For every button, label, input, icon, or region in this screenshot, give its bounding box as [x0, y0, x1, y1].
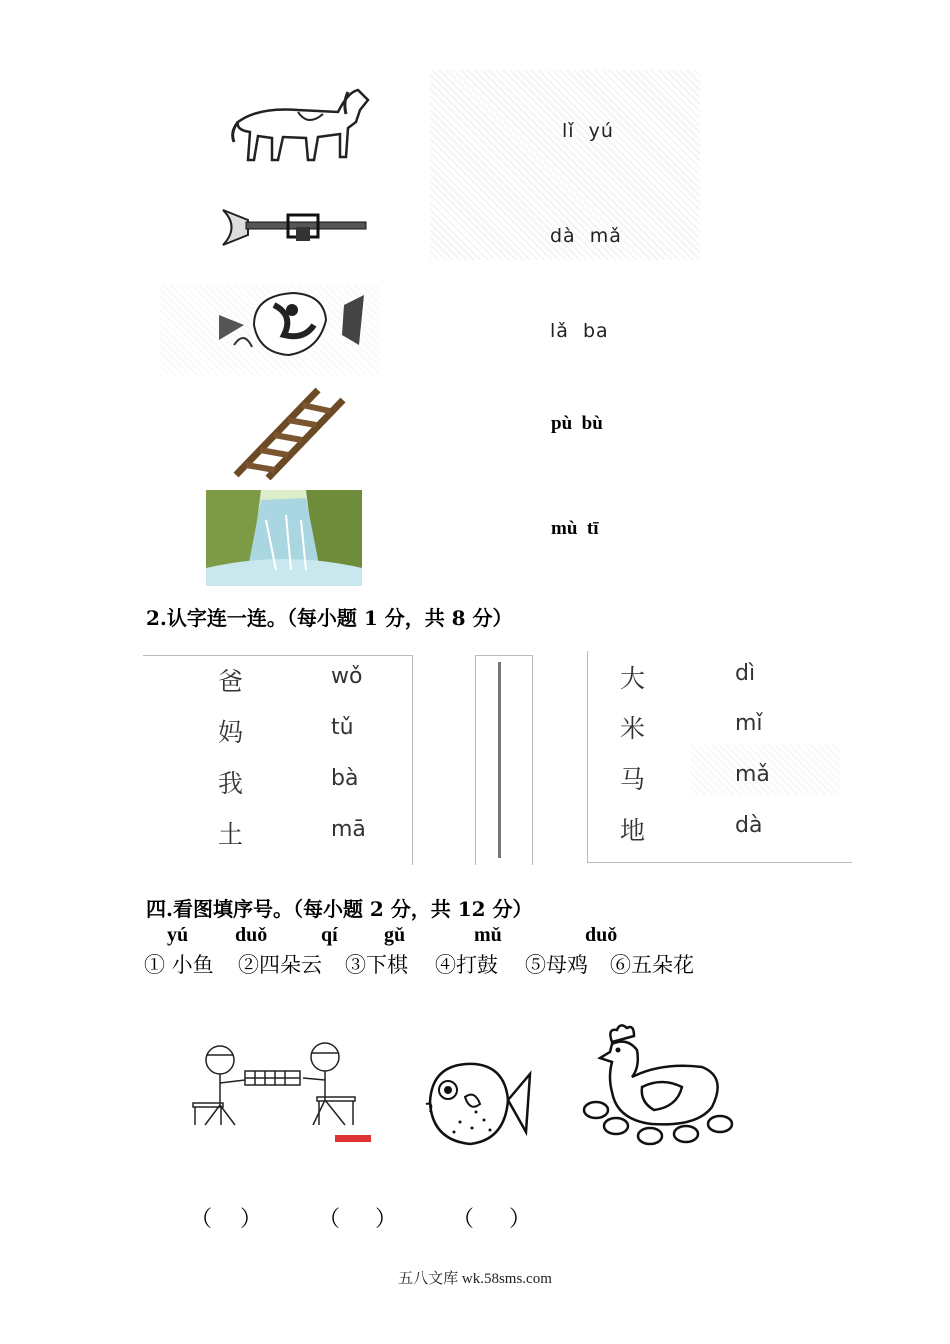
trumpet-picture: [218, 205, 373, 250]
pinyin-row-4: pù bù: [551, 413, 603, 434]
tone-pinyin-mu: mǔ: [474, 924, 502, 946]
pufferfish-picture: [420, 1052, 535, 1152]
horse-picture: [228, 82, 378, 164]
tone-pinyin-qi: qí: [321, 924, 338, 946]
middle-divider-strip: [475, 655, 533, 865]
answer-blank-3[interactable]: （ ）: [452, 1207, 531, 1232]
pinyin-ma-horse: mǎ: [735, 762, 770, 787]
char-da: 大: [620, 664, 646, 693]
char-ma: 妈: [218, 718, 244, 747]
char-tu: 土: [218, 820, 244, 849]
option-6: ⑥五朵花: [610, 953, 694, 977]
pinyin-tu: tǔ: [331, 715, 354, 740]
option-2: ②四朵云: [238, 953, 322, 977]
chess-players-picture: [185, 1035, 385, 1150]
pinyin-da: dà: [735, 813, 763, 838]
pinyin-di: dì: [735, 661, 756, 686]
pinyin-mi: mǐ: [735, 711, 763, 736]
tone-pinyin-duo-2: duǒ: [585, 924, 618, 946]
pinyin-row-5: mù tī: [551, 518, 599, 539]
footer-watermark: 五八文库 wk.58sms.com: [398, 1271, 552, 1287]
tone-pinyin-duo-1: duǒ: [235, 924, 268, 946]
hen-picture: [582, 1022, 742, 1147]
carp-picture: [214, 285, 374, 365]
option-1: ① 小鱼: [144, 953, 214, 977]
section2-heading: 2.认字连一连。（每小题 1 分，共 8 分）: [146, 606, 513, 630]
waterfall-picture: [206, 490, 362, 586]
char-ba: 爸: [218, 667, 244, 696]
pinyin-row-1: lǐ yú: [562, 120, 614, 142]
left-match-panel: [143, 655, 413, 865]
option-4: ④打鼓: [435, 953, 498, 977]
char-ma-horse: 马: [620, 765, 646, 794]
pinyin-ma: mā: [331, 817, 366, 842]
char-di: 地: [620, 816, 646, 845]
pinyin-row-2: dà mǎ: [550, 225, 622, 247]
ladder-picture: [228, 385, 348, 480]
option-5: ⑤母鸡: [525, 953, 588, 977]
answer-blank-2[interactable]: （ ）: [318, 1207, 397, 1232]
pinyin-wo: wǒ: [331, 664, 363, 689]
section4-heading: 四.看图填序号。（每小题 2 分，共 12 分）: [146, 897, 533, 921]
char-mi: 米: [620, 714, 646, 743]
tone-pinyin-yu: yú: [167, 924, 189, 946]
pinyin-row-3: lǎ ba: [550, 320, 609, 342]
pinyin-ba: bà: [331, 766, 359, 791]
option-3: ③下棋: [345, 953, 408, 977]
tone-pinyin-gu: gǔ: [384, 924, 406, 946]
char-wo: 我: [218, 769, 244, 798]
answer-blank-1[interactable]: （ ）: [190, 1207, 262, 1232]
